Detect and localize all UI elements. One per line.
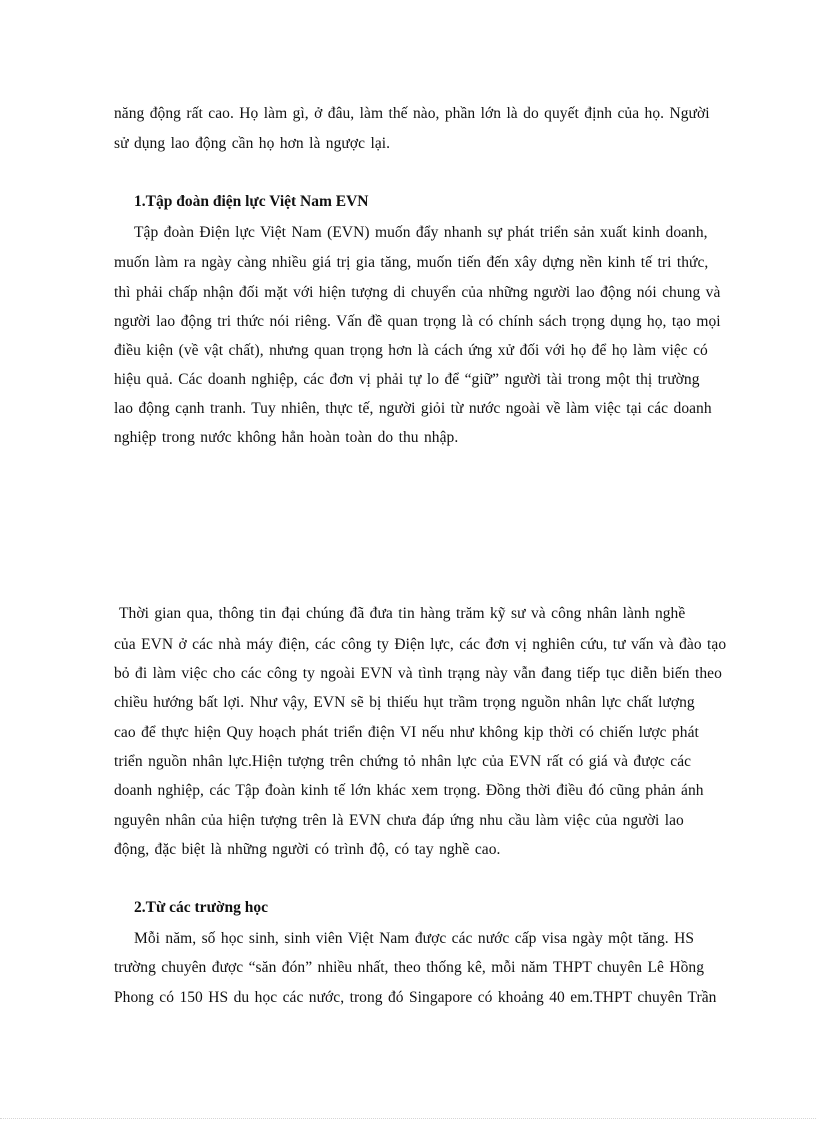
section-2-line-2: trường chuyên được “săn đón” nhiều nhất, theo thống kê, mỗi năm THPT chuyên Lê Hồng [114,959,705,976]
section-1-para-2-line-2: của EVN ở các nhà máy điện, các công ty Điện lực, các đơn vị nghiên cứu, tư vấn và đào tạo [114,636,727,653]
section-1-para-1-line-7: lao động cạnh tranh. Tuy nhiên, thực tế, người giỏi từ nước ngoài về làm việc tại các doanh [114,400,712,417]
section-1-para-1-line-8: nghiệp trong nước không hẳn hoàn toàn do thu nhập. [114,429,459,446]
section-1-para-2-line-8: nguyên nhân của hiện tượng trên là EVN chưa đáp ứng nhu cầu làm việc của người lao [114,812,684,829]
section-2-heading: 2.Từ các trường học [134,899,268,916]
section-1-para-1-line-4: người lao động tri thức nói riêng. Vấn đề quan trọng là có chính sách trọng dụng họ, tạo mọi [114,313,721,330]
section-1-para-2-line-9: động, đặc biệt là những người có trình độ, có tay nghề cao. [114,841,501,858]
section-2-line-3: Phong có 150 HS du học các nước, trong đó Singapore có khoảng 40 em.THPT chuyên Trần [114,989,717,1006]
section-1-para-1-line-1: Tập đoàn Điện lực Việt Nam (EVN) muốn đẩy nhanh sự phát triển sản xuất kinh doanh, [134,224,708,241]
section-2-line-1: Mỗi năm, số học sinh, sinh viên Việt Nam được các nước cấp visa ngày một tăng. HS [134,930,695,947]
intro-line-2: sử dụng lao động cần họ hơn là ngược lại. [114,135,391,152]
section-1-para-2-line-5: cao để thực hiện Quy hoạch phát triển điện VI nếu như không kịp thời có chiến lược phát [114,724,699,741]
section-1-para-2-line-6: triển nguồn nhân lực.Hiện tượng trên chứng tỏ nhân lực của EVN rất có giá và được các [114,753,692,770]
section-1-para-1-line-2: muốn làm ra ngày càng nhiều giá trị gia tăng, muốn tiến đến xây dựng nền kinh tế tri thức, [114,254,709,271]
section-1-para-1-line-6: hiệu quả. Các doanh nghiệp, các đơn vị phải tự lo để “giữ” người tài trong một thị trường [114,371,700,388]
section-1-para-1-line-3: thì phải chấp nhận đối mặt với hiện tượng di chuyển của những người lao động nói chung và [114,284,721,301]
section-1-para-1-line-5: điều kiện (về vật chất), nhưng quan trọng hơn là cách ứng xử đối với họ để họ làm việc có [114,342,708,359]
section-1-para-2-line-7: doanh nghiệp, các Tập đoàn kinh tế lớn khác xem trọng. Đồng thời điều đó cũng phản ánh [114,782,704,799]
section-1-heading: 1.Tập đoàn điện lực Việt Nam EVN [134,193,369,210]
page-bottom-edge [0,1118,816,1119]
section-1-para-2-line-4: chiều hướng bất lợi. Như vậy, EVN sẽ bị thiếu hụt trầm trọng nguồn nhân lực chất lượng [114,694,695,711]
section-1-para-2-line-1: Thời gian qua, thông tin đại chúng đã đưa tin hàng trăm kỹ sư và công nhân lành nghề [119,605,686,622]
intro-line-1: năng động rất cao. Họ làm gì, ở đâu, làm thế nào, phần lớn là do quyết định của họ. Người [114,105,710,122]
section-1-para-2-line-3: bỏ đi làm việc cho các công ty ngoài EVN và tình trạng này vẫn đang tiếp tục diễn biến theo [114,665,722,682]
